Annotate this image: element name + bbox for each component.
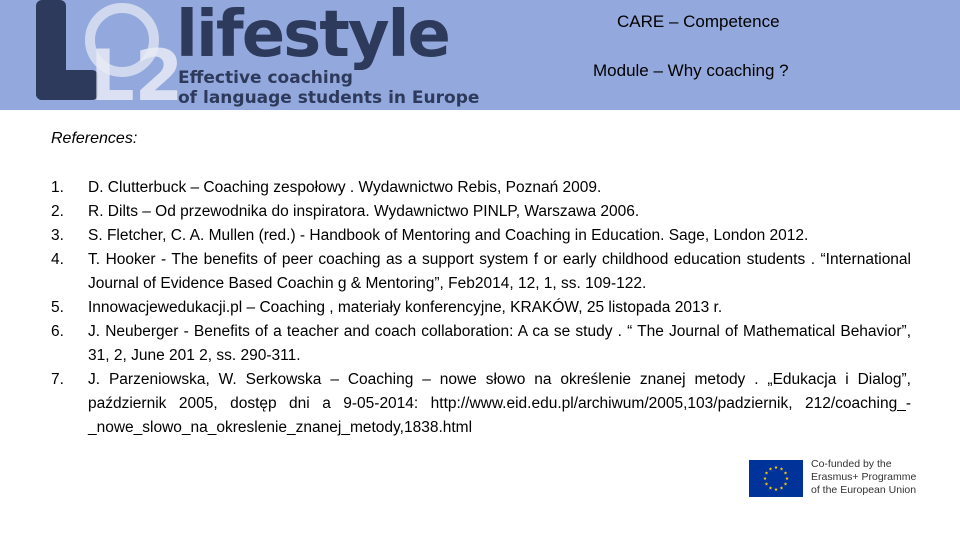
l2-logo-icon <box>22 0 184 117</box>
logo-tagline-1: Effective coaching <box>178 68 353 88</box>
reference-number: 6. <box>51 323 64 340</box>
reference-text: R. Dilts – Od przewodnika do inspiratora. Wydawnictwo PINLP, Warszawa 2006. <box>88 203 640 220</box>
references-list <box>51 176 911 440</box>
reference-item <box>51 248 911 296</box>
reference-number: 7. <box>51 371 64 388</box>
eu-funding-text <box>811 458 941 497</box>
reference-item <box>51 296 911 320</box>
reference-item <box>51 320 911 368</box>
slide-subtitle: Module – Why coaching ? <box>593 61 789 80</box>
reference-number: 5. <box>51 299 64 316</box>
reference-item <box>51 224 911 248</box>
reference-number: 3. <box>51 227 64 244</box>
reference-number: 1. <box>51 179 64 196</box>
reference-number: 2. <box>51 203 64 220</box>
eu-funding-badge <box>749 458 939 500</box>
logo-mark-text: L2 <box>90 35 184 117</box>
reference-item <box>51 368 911 440</box>
slide-title: CARE – Competence <box>617 12 780 31</box>
reference-text: S. Fletcher, C. A. Mullen (red.) - Handbook of Mentoring and Coaching in Education. Sage, London 2012. <box>88 227 809 244</box>
references-heading: References: <box>51 130 138 147</box>
eu-funding-line-2: Erasmus+ Programme <box>811 471 917 483</box>
eu-funding-line-1: Co-funded by the <box>811 458 892 470</box>
logo-wordmark: lifestyle <box>176 0 449 72</box>
logo-tagline-2: of language students in Europe <box>178 88 480 108</box>
reference-item <box>51 176 911 200</box>
eu-funding-line-3: of the European Union <box>811 484 917 496</box>
reference-text: J. Neuberger - Benefits of a teacher and coach collaboration: A ca se study . “ The Journal of Mathematical Behavior”, 31, 2, June 201 2, ss. 290-311. <box>88 323 911 364</box>
reference-number: 4. <box>51 251 64 268</box>
reference-text: Innowacjewedukacji.pl – Coaching , materiały konferencyjne, KRAKÓW, 25 listopada 2013 r. <box>88 299 723 316</box>
header-banner <box>0 0 960 117</box>
reference-text: J. Parzeniowska, W. Serkowska – Coaching – nowe słowo na określenie znanej metody . „Edukacja i Dialog”, październik 2005, dostęp dni a 9-05-2014: http://www.eid.edu.pl/archiwum/2005,103/padziernik, 212/coaching_-_nowe_slowo_na_okreslenie_znanej_metody,1838.html <box>88 371 911 436</box>
reference-item <box>51 200 911 224</box>
eu-flag-icon <box>749 460 803 497</box>
reference-text: D. Clutterbuck – Coaching zespołowy . Wydawnictwo Rebis, Poznań 2009. <box>88 179 602 196</box>
reference-text: T. Hooker - The benefits of peer coaching as a support system f or early childhood education students . “International Journal of Evidence Based Coachin g & Mentoring”, Feb2014, 12, 1, ss. 109-122. <box>88 251 911 292</box>
